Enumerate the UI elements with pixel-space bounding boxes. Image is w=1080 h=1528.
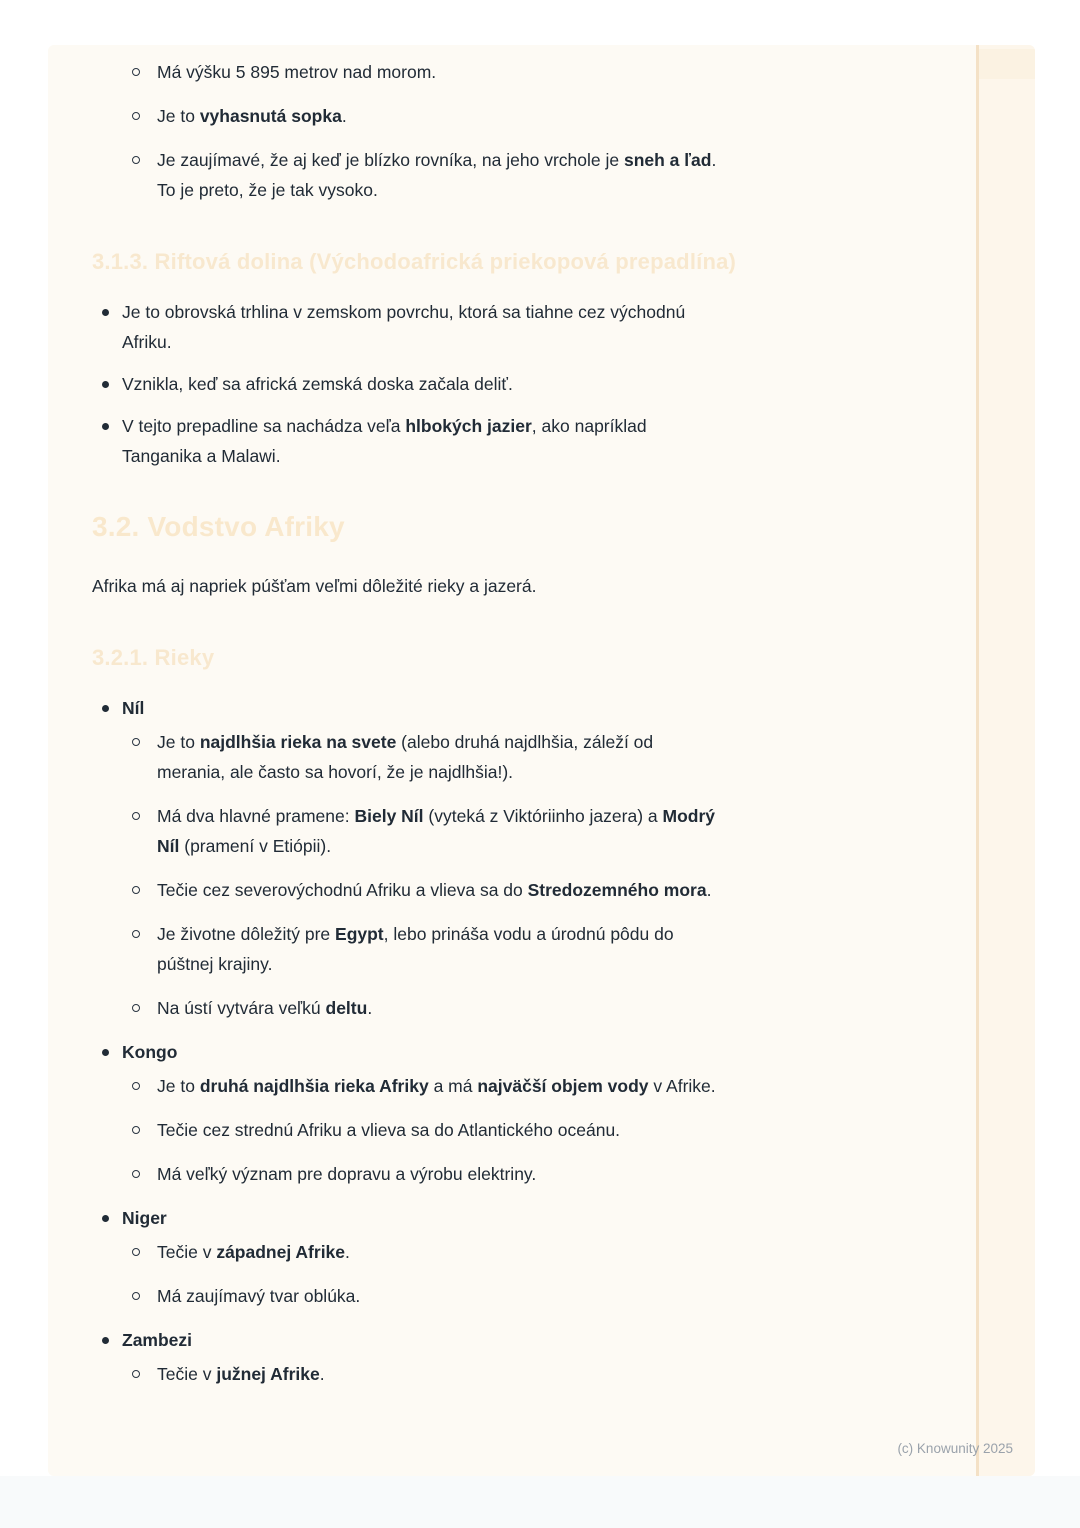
bullet-circle-icon (132, 1292, 140, 1300)
text-run: Má veľký význam pre dopravu a výrobu elektriny. (157, 1164, 537, 1184)
bullet-circle-icon (132, 1004, 140, 1012)
bullet-circle-icon (132, 1248, 140, 1256)
bold-text: Níl (122, 698, 145, 718)
text-run: Tečie cez strednú Afriku a vlieva sa do Atlantického oceánu. (157, 1120, 621, 1140)
kilimandzaro-sublist (92, 57, 918, 205)
list-item (92, 369, 918, 399)
list-item (92, 1071, 918, 1101)
bold-text: sneh a ľad (623, 150, 712, 170)
text-run: . (341, 106, 347, 126)
bullet-dot-icon (102, 1049, 109, 1056)
content-blocks (48, 45, 976, 1476)
list-item (92, 1037, 918, 1067)
bold-text: Biely Níl (354, 806, 424, 826)
text-run: Má dva hlavné pramene: (157, 806, 355, 826)
bullet-circle-icon (132, 886, 140, 894)
list-item (92, 1359, 918, 1389)
text-run: (pramení v Etiópii). (179, 836, 332, 856)
list-item (92, 727, 918, 787)
text-run: Je to (157, 1076, 200, 1096)
document-page (48, 45, 1035, 1476)
heading-riftova-dolina: 3.1.3. Riftová dolina (Východoafrická priekopová prepadlína) (92, 249, 737, 274)
bold-text: Modrý (662, 806, 715, 826)
list-item-text (157, 1120, 620, 1140)
page-edge-shade (979, 49, 1035, 79)
list-item-text (157, 1242, 350, 1262)
text-run: Má zaujímavý tvar oblúka. (157, 1286, 361, 1306)
bullet-dot-icon (102, 705, 109, 712)
list-item (92, 1115, 918, 1145)
text-run: Je zaujímavé, že aj keď je blízko rovníka, na jeho vrchole je (157, 150, 624, 170)
list-item (92, 1237, 918, 1267)
list-item-text (157, 998, 372, 1018)
page-edge-strip (976, 45, 1035, 1476)
list-item-text (157, 732, 653, 782)
text-run: (vyteká z Viktóriinho jazera) a (423, 806, 663, 826)
heading-rieky: 3.2.1. Rieky (92, 645, 215, 670)
rieky-list (92, 693, 918, 1389)
bold-text: vyhasnutá sopka (199, 106, 342, 126)
bullet-circle-icon (132, 112, 140, 120)
list-item (92, 101, 918, 131)
intro-paragraph: Afrika má aj napriek púšťam veľmi dôležité rieky a jazerá. (92, 576, 537, 596)
list-item-text (157, 1364, 325, 1384)
list-item-text (157, 106, 347, 126)
text-run: púštnej krajiny. (157, 954, 273, 974)
list-item-text (122, 1042, 177, 1062)
bold-text: druhá najdlhšia rieka Afriky (199, 1076, 429, 1096)
heading-vodstvo-afriky: 3.2. Vodstvo Afriky (92, 511, 345, 542)
text-run: Tečie v (157, 1364, 217, 1384)
text-run: Je to (157, 106, 200, 126)
list-item-text (157, 1076, 716, 1096)
list-item (92, 919, 918, 979)
copyright-notice: (c) Knowunity 2025 (897, 1441, 1013, 1456)
bullet-dot-icon (102, 1337, 109, 1344)
list-item (92, 297, 918, 357)
bold-text: najväčší objem vody (477, 1076, 649, 1096)
bullet-circle-icon (132, 1126, 140, 1134)
page-bottom-gap (0, 1476, 1080, 1528)
list-item-text (122, 1330, 192, 1350)
bullet-dot-icon (102, 309, 109, 316)
text-run: Vznikla, keď sa africká zemská doska začala deliť. (122, 374, 513, 394)
text-run: Afriku. (122, 332, 172, 352)
bold-text: Niger (122, 1208, 167, 1228)
bold-text: západnej Afrike (216, 1242, 346, 1262)
bold-text: deltu (325, 998, 368, 1018)
bullet-circle-icon (132, 930, 140, 938)
bullet-circle-icon (132, 1082, 140, 1090)
text-run: Tanganika a Malawi. (122, 446, 281, 466)
bold-text: Níl (157, 836, 180, 856)
list-item (92, 1159, 918, 1189)
bullet-circle-icon (132, 156, 140, 164)
text-run: . (319, 1364, 325, 1384)
riftova-dolina-list (92, 297, 918, 471)
list-item-text (122, 302, 685, 352)
text-run: Je to (157, 732, 200, 752)
list-item (92, 801, 918, 861)
list-item (92, 993, 918, 1023)
list-item-text (157, 806, 715, 856)
list-item (92, 875, 918, 905)
bullet-circle-icon (132, 68, 140, 76)
list-item (92, 693, 918, 723)
list-item-text (122, 416, 647, 466)
text-run: Tečie cez severovýchodnú Afriku a vlieva sa do (157, 880, 528, 900)
list-item-text (157, 924, 674, 974)
text-run: To je preto, že je tak vysoko. (157, 180, 378, 200)
bold-text: najdlhšia rieka na svete (199, 732, 397, 752)
bullet-dot-icon (102, 381, 109, 388)
list-item-text (157, 150, 716, 200)
text-run: a má (428, 1076, 478, 1096)
list-item (92, 411, 918, 471)
list-item (92, 1203, 918, 1233)
bullet-circle-icon (132, 1170, 140, 1178)
list-item (92, 145, 918, 205)
text-run: Tečie v (157, 1242, 217, 1262)
bold-text: Kongo (122, 1042, 178, 1062)
text-run: Má výšku 5 895 metrov nad morom. (157, 62, 437, 82)
text-run: Na ústí vytvára veľkú (157, 998, 326, 1018)
list-item-text (122, 374, 513, 394)
bullet-dot-icon (102, 1215, 109, 1222)
text-run: (alebo druhá najdlhšia, záleží od (396, 732, 654, 752)
bold-text: južnej Afrike (216, 1364, 320, 1384)
list-item (92, 1281, 918, 1311)
bullet-circle-icon (132, 812, 140, 820)
bullet-dot-icon (102, 423, 109, 430)
bold-text: Stredozemného mora (527, 880, 707, 900)
list-item-text (157, 880, 711, 900)
text-run: V tejto prepadline sa nachádza veľa (122, 416, 406, 436)
list-item-text (122, 698, 144, 718)
list-item-text (157, 1164, 536, 1184)
bullet-circle-icon (132, 738, 140, 746)
list-item (92, 1325, 918, 1355)
bullet-circle-icon (132, 1370, 140, 1378)
text-run: merania, ale často sa hovorí, že je najdlhšia!). (157, 762, 514, 782)
list-item-text (157, 62, 436, 82)
text-run: . (367, 998, 373, 1018)
text-run: v Afrike. (648, 1076, 716, 1096)
text-run: . (706, 880, 712, 900)
text-run: Je životne dôležitý pre (157, 924, 336, 944)
text-run: . (711, 150, 717, 170)
text-run: Je to obrovská trhlina v zemskom povrchu, ktorá sa tiahne cez východnú (122, 302, 686, 322)
text-run: . (345, 1242, 350, 1262)
text-run: , ako napríklad (531, 416, 647, 436)
list-item-text (122, 1208, 167, 1228)
text-run: , lebo prináša vodu a úrodnú pôdu do (383, 924, 674, 944)
list-item (92, 57, 918, 87)
list-item-text (157, 1286, 360, 1306)
bold-text: Zambezi (122, 1330, 193, 1350)
bold-text: Egypt (335, 924, 384, 944)
bold-text: hlbokých jazier (405, 416, 532, 436)
